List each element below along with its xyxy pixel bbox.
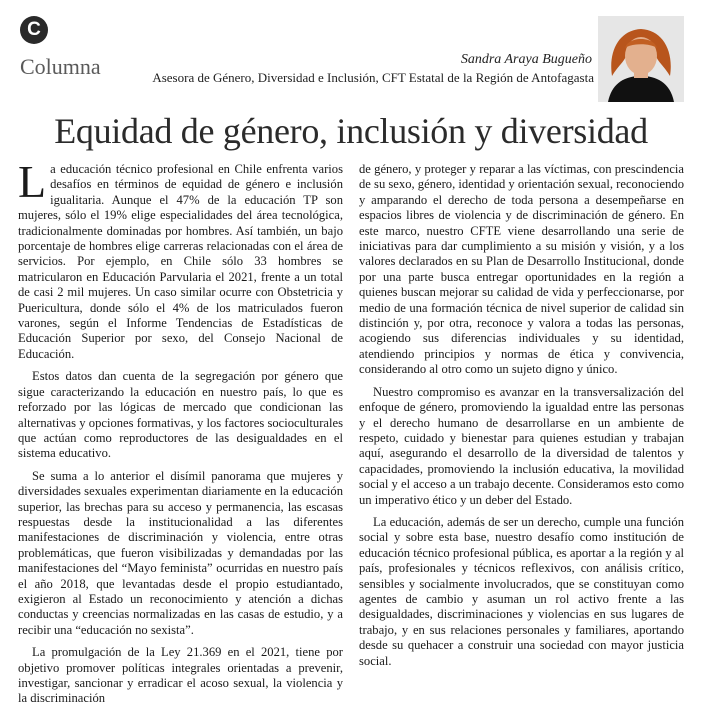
paragraph	[18, 156, 343, 362]
author-portrait-icon	[598, 16, 684, 102]
paragraph: La educación, además de ser un derecho, cumple una función social y sobre esta base, nuestro desafío como institución de educación técnico profesional pública, es aportar a la región y al país, profesionales y técnicos reflexivos, con análisis crítico, sensibles y socialmente involucrados, que se constituyan como agentes de cambio y asuman un rol activo frente a las desigualdades, discriminaciones y violencias en sus lugares de trabajo, y en sus relaciones personales y familiares, aportando desde su quehacer a construir una sociedad con mayor justicia social.	[359, 514, 684, 668]
author-photo	[598, 16, 684, 102]
author-name: Sandra Araya Bugueño	[460, 52, 592, 67]
paragraph: Nuestro compromiso es avanzar en la transversalización del enfoque de género, promoviendo la igualdad entre las personas y el derecho humano de desarrollarse en un ambiente de respeto, cuidado y bienestar para quienes estudian y trabajan aquí, asegurando el desarrollo de la diversidad de talentos y capacidades, promoviendo la inclusión educativa, la movilidad social y el acceso a un trabajo decente. Consideramos esto como un imperativo ético y un deber del Estado.	[359, 384, 684, 507]
headline: Equidad de género, inclusión y diversidad	[54, 111, 648, 151]
article-body	[18, 156, 684, 706]
drop-cap: L	[18, 156, 47, 207]
paragraph: La promulgación de la Ley 21.369 en el 2021, tiene por objetivo promover políticas integrales orientadas a prevenir, investigar, sancionar y erradicar el acoso sexual, la violencia y la discriminación	[18, 645, 343, 706]
paragraph: de género, y proteger y reparar a las víctimas, con prescindencia de su sexo, género, identidad y orientación sexual, reconociendo y amparando el derecho de toda persona a desempeñarse en espacios libres de violencia y de discriminación de género. En este marco, nuestro CFTE viene desarrollando una serie de iniciativas para dar cumplimiento a su misión y visión, y a los valores declarados en su Plan de Desarrollo Institucional, donde por una parte busca entregar oportunidades en la región a quienes buscan mejorar su calidad de vida y perfeccionarse, por medio de una formación técnica de nivel superior de calidad sin distinción y, por otra, reconoce y valora a todas las personas, acogiendo sus diferencias individuales y su identidad, atendiendo principios y normas de ética y convivencia, considerando al otro como un sujeto digno y único.	[359, 162, 684, 377]
left-column	[18, 156, 343, 706]
paragraph: Se suma a lo anterior el disímil panorama que mujeres y diversidades sexuales experimentan diariamente en la educación superior, las brechas para su acceso y permanencia, las escasas respuestas desde la institucionalidad a las diferentes manifestaciones de discriminación y violencia, entre otras problemáticas, que fueron visibilizadas y demandadas por las manifestaciones del “Mayo feminista” ocurridas en nuestro país el año 2018, que levantadas desde el propio estudiantado, exigieron al Estado un reconocimiento y atención a dichas conductas y creencias normalizadas en las casas de estudio, y a recibir una “educación no sexista”.	[18, 468, 343, 637]
paragraph: Estos datos dan cuenta de la segregación por género que sigue caracterizando la educación en nuestro país, lo que es reforzado por las lógicas de mercado que condicionan las alternativas y opciones formativas, y los factores socioculturales que actúan como reproductores de las desigualdades en el sistema educativo.	[18, 369, 343, 461]
section-label: Columna	[20, 54, 101, 79]
right-column	[359, 162, 684, 668]
section-badge: C	[20, 16, 48, 44]
paragraph-text: a educación técnico profesional en Chile enfrenta varios desafíos en términos de equidad de género e inclusión igualitaria. Aunque el 47% de la educación TP son mujeres, sólo el 19% elige especialidades del área tecnológica, tradicionalmente dominadas por hombres. Así también, un bajo porcentaje de hombres elige carreras relacionadas con el área de servicios. Por ejemplo, en Chile sólo 33 hombres se matricularon en Educación Parvularia el 2021, frente a un total de casi 2 mil mujeres. Un caso similar ocurre con Obstetricia y Puericultura, donde sólo el 4% de los matriculados fueron varones, según el Informe Tendencias de Estadísticas de Educación Superior por sexo, del Consejo Nacional de Educación.	[18, 162, 343, 361]
author-role: Asesora de Género, Diversidad e Inclusión, CFT Estatal de la Región de Antofagasta	[152, 70, 594, 85]
